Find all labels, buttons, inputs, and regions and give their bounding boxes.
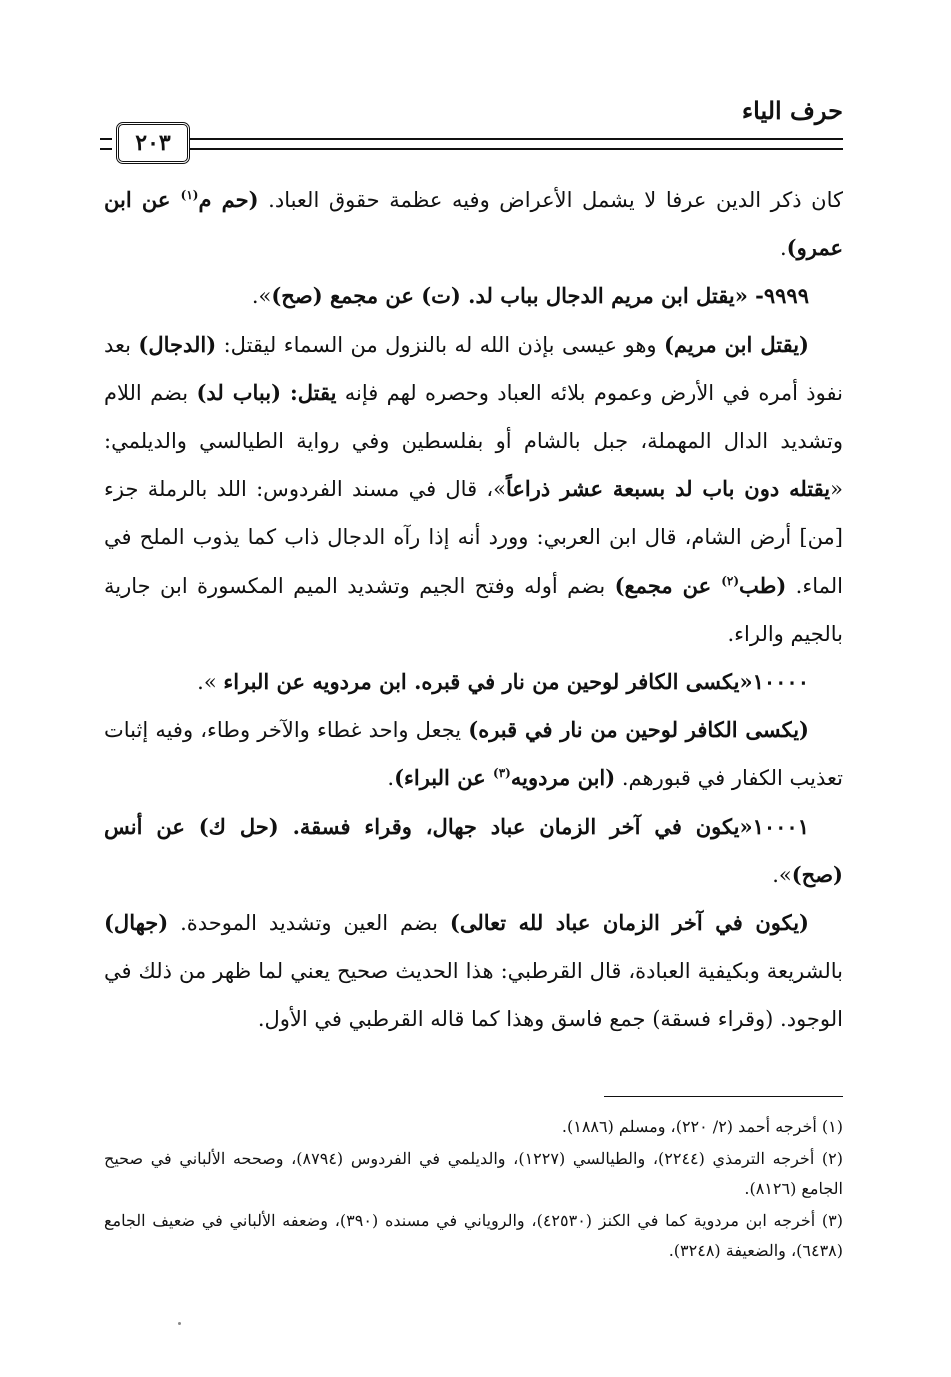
text-span: وهو عيسى بإذن الله له بالنزول من السماء ليقتل: xyxy=(216,332,664,357)
footnote-1: (١) أخرجه أحمد (٢/ ٢٢٠)، ومسلم (١٨٨٦). xyxy=(561,1117,843,1136)
text-span: بعد نفوذ أمره في الأرض وعموم بلائه العباد وحصره لهم فإنه xyxy=(104,332,843,405)
text-span: (حم م xyxy=(198,187,259,212)
hadith-10001 xyxy=(104,803,843,899)
bold-term: (جهال) xyxy=(104,910,169,936)
footnote-marker: (٢) xyxy=(721,573,740,588)
footnotes xyxy=(104,1112,843,1268)
header-rule xyxy=(190,138,843,150)
text-span: ». xyxy=(251,284,272,309)
footnote-3: (٣) أخرجه ابن مردوية كما في الكنز (٤٢٥٣٠)، والروياني في مسنده (٣٩٠)، وضعفه الألباني في ضعيف الجامع (٦٤٣٨)، والضعيفة (٣٢٤٨). xyxy=(104,1211,844,1260)
commentary-9999 xyxy=(104,321,843,658)
main-text xyxy=(104,176,843,1044)
bold-term: (الدجال) xyxy=(138,331,217,357)
hadith-text: يكسى الكافر لوحين من نار في قبره. ابن مردويه عن البراء xyxy=(223,669,740,695)
hadith-text: يكون في آخر الزمان عباد جهال، وقراء فسقة. (حل ك) عن أنس (صح) xyxy=(104,813,843,887)
text-span: عن ابن عمرو) xyxy=(104,187,843,261)
footnote-separator xyxy=(604,1096,843,1097)
source-ref xyxy=(615,573,787,598)
text-span: ». xyxy=(772,862,792,887)
bold-term: (يقتل ابن مريم) xyxy=(663,331,809,357)
text-span: بضم اللام وتشديد الدال المهملة، جبل بالشام أو بفلسطين وفي رواية الطيالسي والديلمي: « xyxy=(104,380,843,502)
bold-term: (يكسى الكافر لوحين من نار في قبره) xyxy=(468,717,809,743)
scan-speck xyxy=(178,1322,181,1325)
header-rule-end xyxy=(100,138,112,150)
text-span: عن مجمع) xyxy=(614,572,722,598)
commentary-10000 xyxy=(104,706,843,802)
text-span: بالشريعة وبكيفية العبادة، قال القرطبي: هذا الحديث صحيح يعني لما ظهر من ذلك في الوجود. (وقراء فسقة) جمع فاسق وهذا كما قاله القرطبي في الأول. xyxy=(104,959,843,1032)
text-span: (طب xyxy=(739,572,787,598)
footnote-2: (٢) أخرجه الترمذي (٢٢٤٤)، والطيالسي (١٢٢٧)، والديلمي في الفردوس (٨٧٩٤)، وصححه الألباني في صحيح الجامع (٨١٢٦). xyxy=(104,1149,843,1198)
text-span: عن البراء) xyxy=(394,765,494,791)
hadith-text: يقتل ابن مريم الدجال بباب لد. (ت) عن مجمع (صح) xyxy=(271,283,735,309)
source-ref xyxy=(394,765,615,790)
text-span: »، قال في مسند الفردوس: اللد بالرملة جزء [من] أرض الشام، قال ابن العربي: وورد أنه إذا رآه الدجال ذاب كما يذوب الملح في الماء. xyxy=(104,477,844,598)
hadith-number: ١٠٠٠١« xyxy=(739,813,809,839)
footnote-marker: (١) xyxy=(180,188,199,202)
hadith-number: ٩٩٩٩- « xyxy=(734,283,809,309)
text-span: بضم أوله وفتح الجيم وتشديد الميم المكسورة ابن جارية بالجيم والراء. xyxy=(104,573,843,646)
running-title: حرف الياء xyxy=(741,96,843,125)
hadith-number: ١٠٠٠٠« xyxy=(739,669,809,695)
bold-term: (يكون في آخر الزمان عباد لله تعالى) xyxy=(449,910,809,936)
commentary-10001 xyxy=(104,899,843,1044)
bold-term: يقتل: (بباب لد) xyxy=(196,379,337,405)
hadith-9999 xyxy=(104,272,843,320)
text-span: ». xyxy=(197,670,224,695)
text-span: . xyxy=(387,766,395,791)
bold-term: يقتله دون باب لد بسبعة عشر ذراعاً xyxy=(506,476,831,502)
paragraph-1 xyxy=(104,176,843,272)
footnote-marker: (٣) xyxy=(493,766,511,781)
text-span: (ابن مردويه xyxy=(510,765,616,791)
text-span: . xyxy=(779,236,787,261)
hadith-10000 xyxy=(104,658,843,706)
page-number: ٢٠٣ xyxy=(116,122,190,164)
text-span: كان ذكر الدين عرفا لا يشمل الأعراض وفيه عظمة حقوق العباد. xyxy=(258,188,843,212)
text-span: يجعل واحد غطاء والآخر وطاء، وفيه إثبات تعذيب الكفار في قبورهم. xyxy=(104,718,843,791)
text-span: بضم العين وتشديد الموحدة. xyxy=(168,911,450,936)
